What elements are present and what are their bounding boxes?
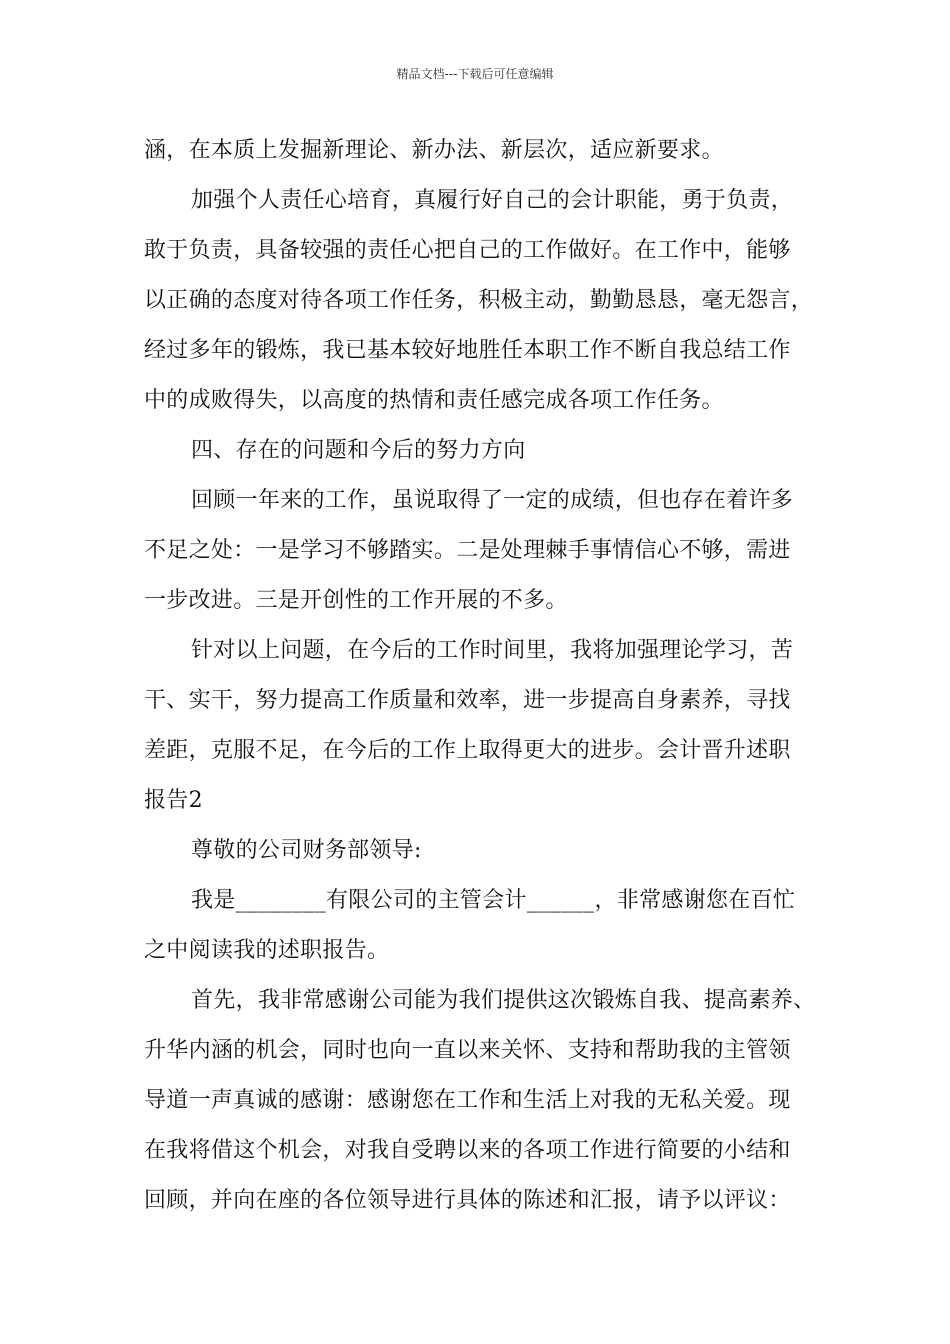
text-line: 回顾一年来的工作，虽说取得了一定的成绩，但也存在着许多 (191, 488, 794, 513)
text-line: 涵，在本质上发掘新理论、新办法、新层次，适应新要求。 (144, 138, 724, 163)
text-line: 导道一声真诚的感谢：感谢您在工作和生活上对我的无私关爱。现 (144, 1088, 791, 1113)
page-header: 精品文档---下载后可任意编辑 (396, 67, 554, 81)
text-line: 我是________有限公司的主管会计______，非常感谢您在百忙 (191, 888, 796, 913)
text-line: 中的成败得失，以高度的热情和责任感完成各项工作任务。 (144, 388, 724, 413)
text-line: 针对以上问题，在今后的工作时间里，我将加强理论学习，苦 (191, 638, 794, 663)
text-line: 敢于负责，具备较强的责任心把自己的工作做好。在工作中，能够 (144, 238, 791, 263)
text-line: 首先，我非常感谢公司能为我们提供这次锻炼自我、提高素养、 (191, 988, 816, 1013)
text-line: 经过多年的锻炼，我已基本较好地胜任本职工作不断自我总结工作 (144, 338, 791, 363)
text-line: 回顾，并向在座的各位领导进行具体的陈述和汇报，请予以评议： (144, 1188, 791, 1213)
text-line: 一步改进。三是开创性的工作开展的不多。 (144, 588, 568, 613)
text-line: 以正确的态度对待各项工作任务，积极主动，勤勤恳恳，毫无怨言， (144, 288, 814, 313)
text-line: 不足之处：一是学习不够踏实。二是处理棘手事情信心不够，需进 (144, 538, 791, 563)
text-line: 报告2 (144, 788, 203, 813)
text-line: 升华内涵的机会，同时也向一直以来关怀、支持和帮助我的主管领 (144, 1038, 791, 1063)
text-line: 干、实干，努力提高工作质量和效率，进一步提高自身素养，寻找 (144, 688, 791, 713)
section-heading: 四、存在的问题和今后的努力方向 (191, 438, 526, 463)
text-line: 差距，克服不足，在今后的工作上取得更大的进步。会计晋升述职 (144, 738, 791, 763)
salutation: 尊敬的公司财务部领导: (191, 838, 422, 863)
text-line: 加强个人责任心培育，真履行好自己的会计职能，勇于负责， (191, 188, 794, 213)
text-line: 在我将借这个机会，对我自受聘以来的各项工作进行简要的小结和 (144, 1138, 791, 1163)
text-line: 之中阅读我的述职报告。 (144, 938, 390, 963)
